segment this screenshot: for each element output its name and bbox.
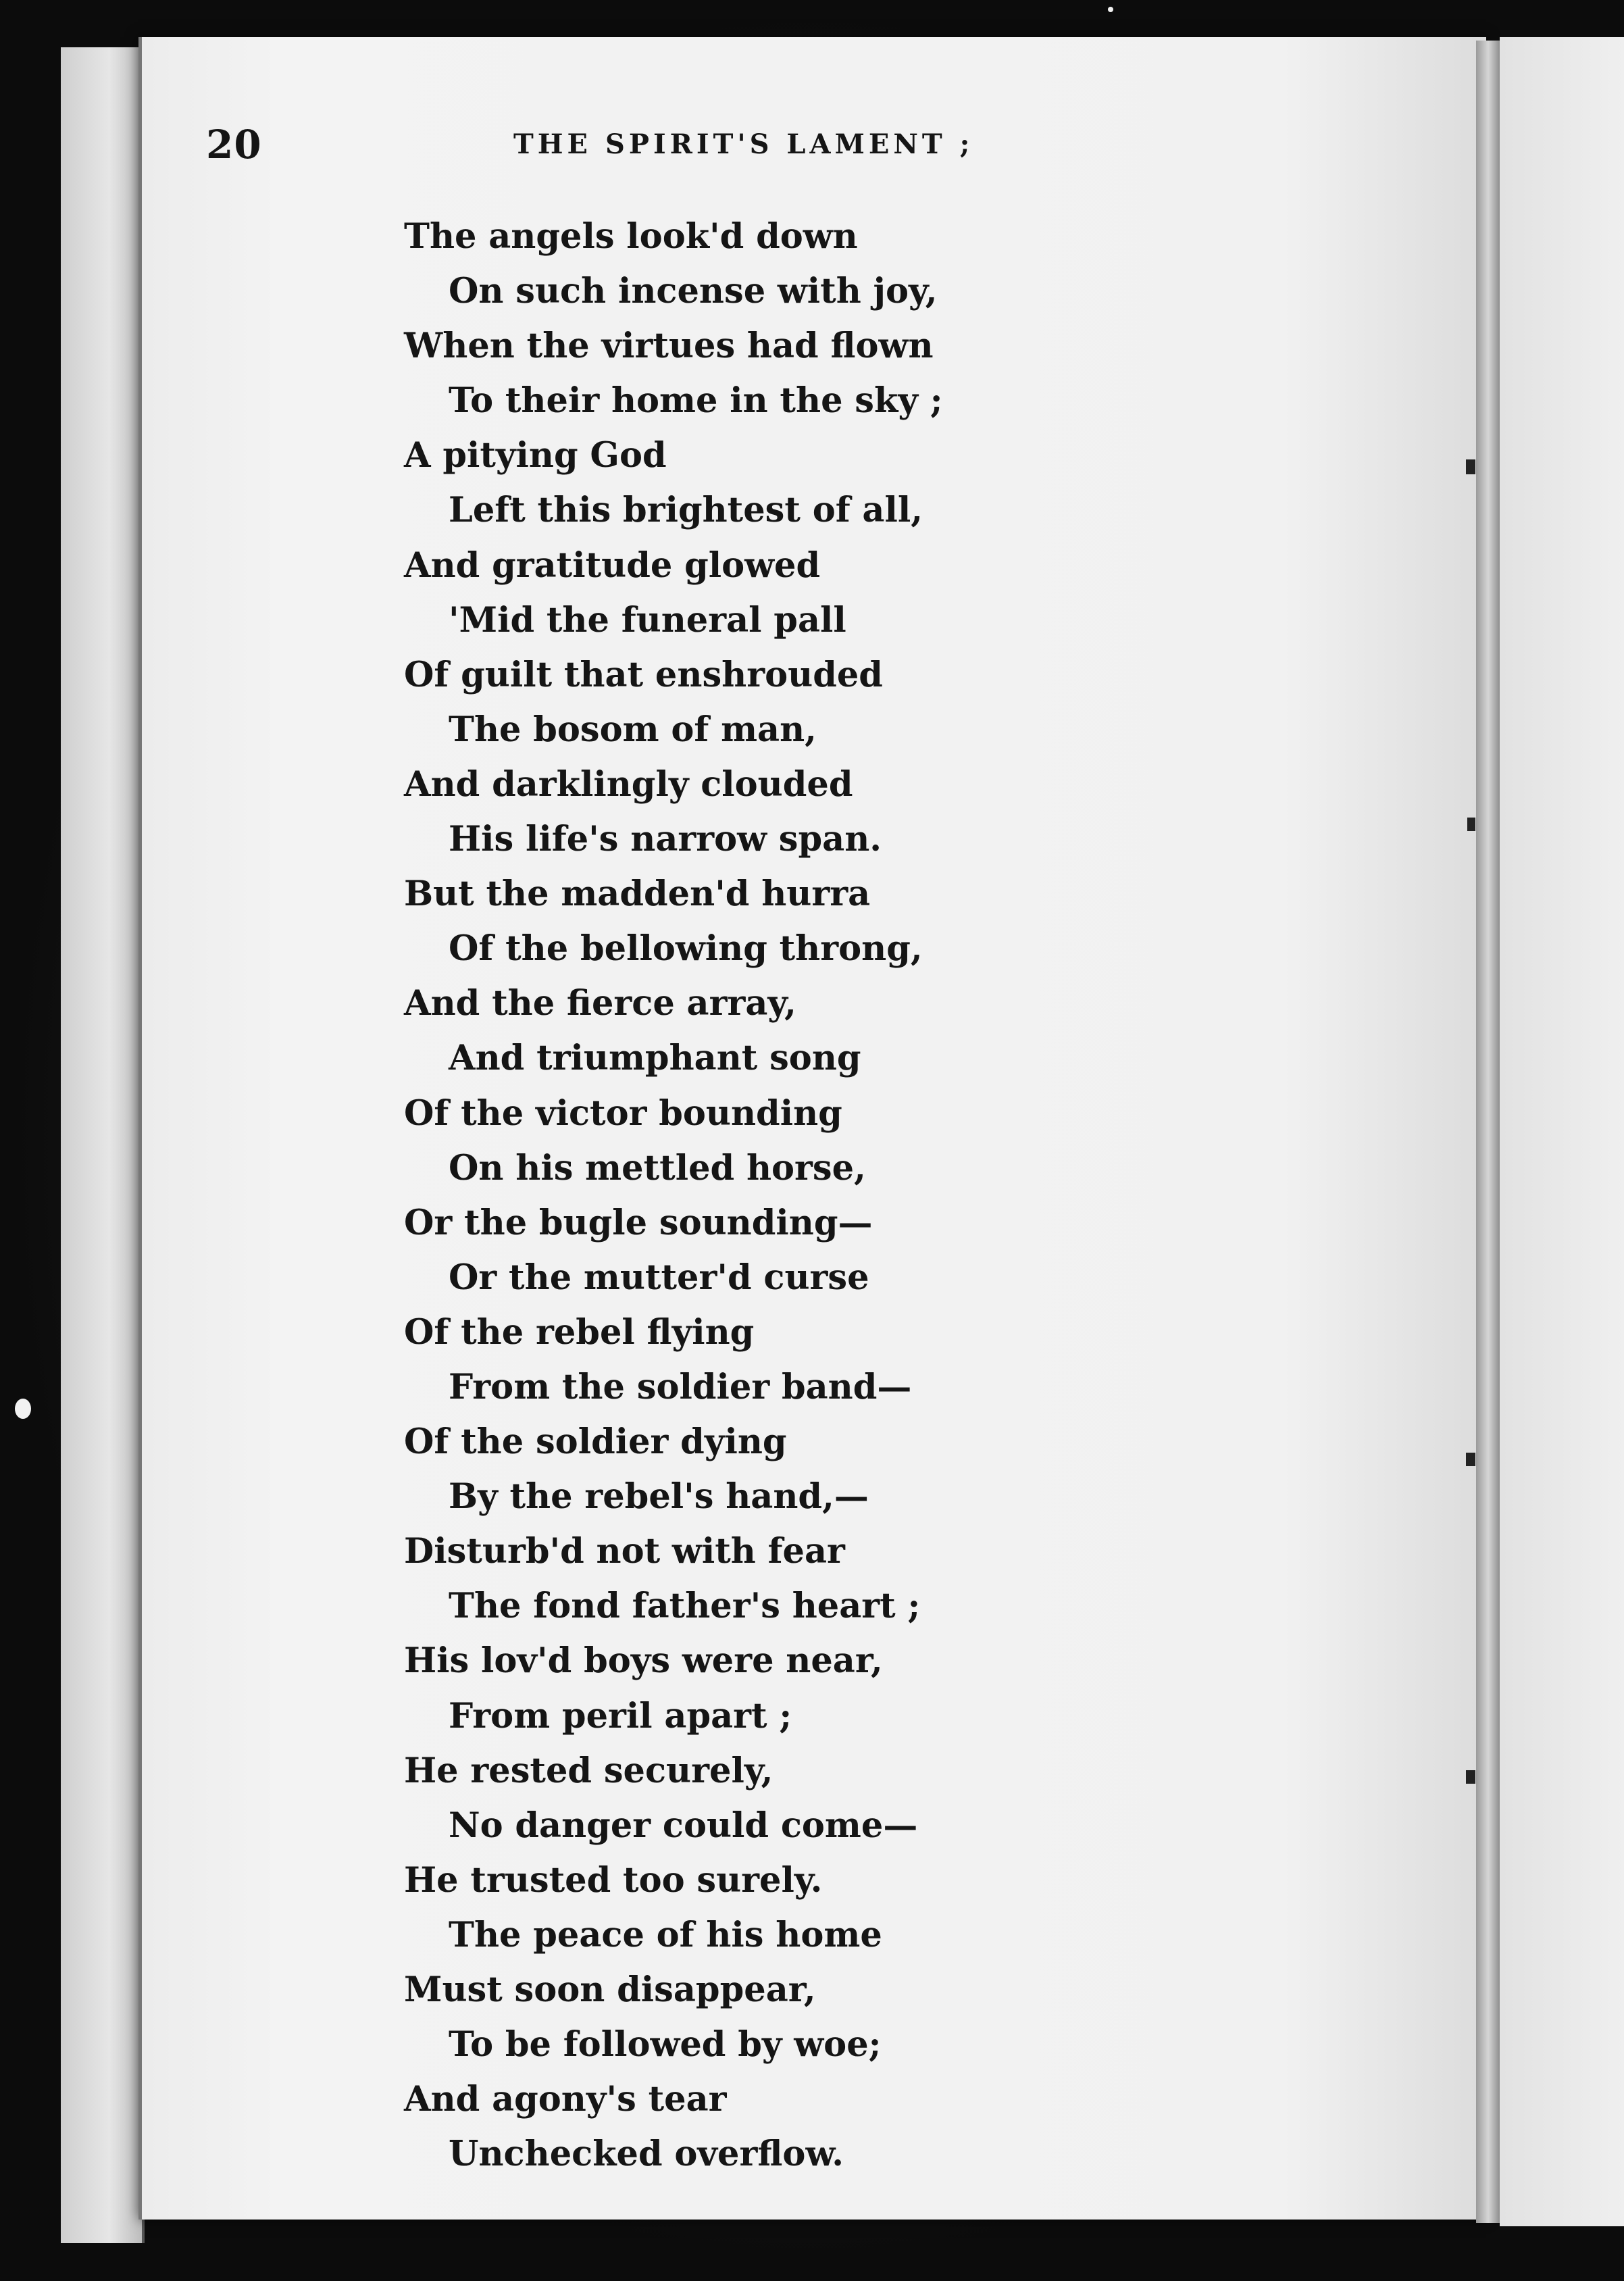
poem-line: When the virtues had flown xyxy=(404,326,934,367)
book-gutter xyxy=(1476,41,1500,2223)
poem-line: His lov'd boys were near, xyxy=(404,1640,883,1682)
poem-line: But the madden'd hurra xyxy=(404,874,871,915)
poem-line: The fond father's heart ; xyxy=(449,1586,921,1627)
poem-line: Of the bellowing throng, xyxy=(449,928,923,970)
poem-line: He rested securely, xyxy=(404,1750,773,1791)
running-title: THE SPIRIT'S LAMENT ; xyxy=(513,128,974,160)
scan-mark xyxy=(1466,1770,1475,1784)
running-head xyxy=(206,122,1456,176)
scan-mark xyxy=(1466,1453,1475,1466)
poem-line: Left this brightest of all, xyxy=(449,490,923,531)
page-number: 20 xyxy=(206,122,262,168)
poem-line: And agony's tear xyxy=(404,2079,727,2120)
book-cover-edge xyxy=(61,47,145,2243)
poem-line: No danger could come— xyxy=(449,1805,918,1846)
poem-line: To be followed by woe; xyxy=(449,2024,882,2065)
poem-line: Or the mutter'd curse xyxy=(449,1257,869,1298)
poem-line: The peace of his home xyxy=(449,1914,882,1955)
poem-line: From peril apart ; xyxy=(449,1695,792,1736)
poem-line: He trusted too surely. xyxy=(404,1859,823,1901)
scan-speck xyxy=(1108,7,1113,12)
poem-line: 'Mid the funeral pall xyxy=(449,599,846,641)
poem-line: The bosom of man, xyxy=(449,709,817,750)
scan-mark xyxy=(1466,459,1475,474)
poem-line: By the rebel's hand,— xyxy=(449,1476,869,1518)
poem-line: Must soon disappear, xyxy=(404,1970,816,2010)
poem-line: Or the bugle sounding— xyxy=(404,1202,873,1243)
scan-mark xyxy=(1467,818,1475,831)
poem-line: From the soldier band— xyxy=(449,1366,912,1407)
poem-line: And darklingly clouded xyxy=(404,763,853,805)
poem-line: Of the soldier dying xyxy=(404,1422,787,1463)
poem-line: To their home in the sky ; xyxy=(449,380,943,422)
poem-line: Unchecked overflow. xyxy=(449,2134,844,2175)
poem-line: His life's narrow span. xyxy=(449,819,882,860)
poem-line: Of guilt that enshrouded xyxy=(404,654,883,695)
poem-line: Of the rebel flying xyxy=(404,1311,755,1353)
poem-line: And the fierce array, xyxy=(404,983,796,1024)
poem-line: And gratitude glowed xyxy=(404,545,821,586)
poem-line: The angels look'd down xyxy=(404,216,858,257)
poem-line: Of the victor bounding xyxy=(404,1093,842,1134)
scan-speck xyxy=(15,1399,31,1419)
poem-text xyxy=(404,209,1350,2182)
poem-line: A pitying God xyxy=(404,435,667,476)
facing-page-edge xyxy=(1500,37,1624,2226)
poem-line: On his mettled horse, xyxy=(449,1147,866,1188)
poem-line: And triumphant song xyxy=(449,1038,861,1079)
poem-line: On such incense with joy, xyxy=(449,271,938,312)
poem-line: Disturb'd not with fear xyxy=(404,1531,845,1572)
